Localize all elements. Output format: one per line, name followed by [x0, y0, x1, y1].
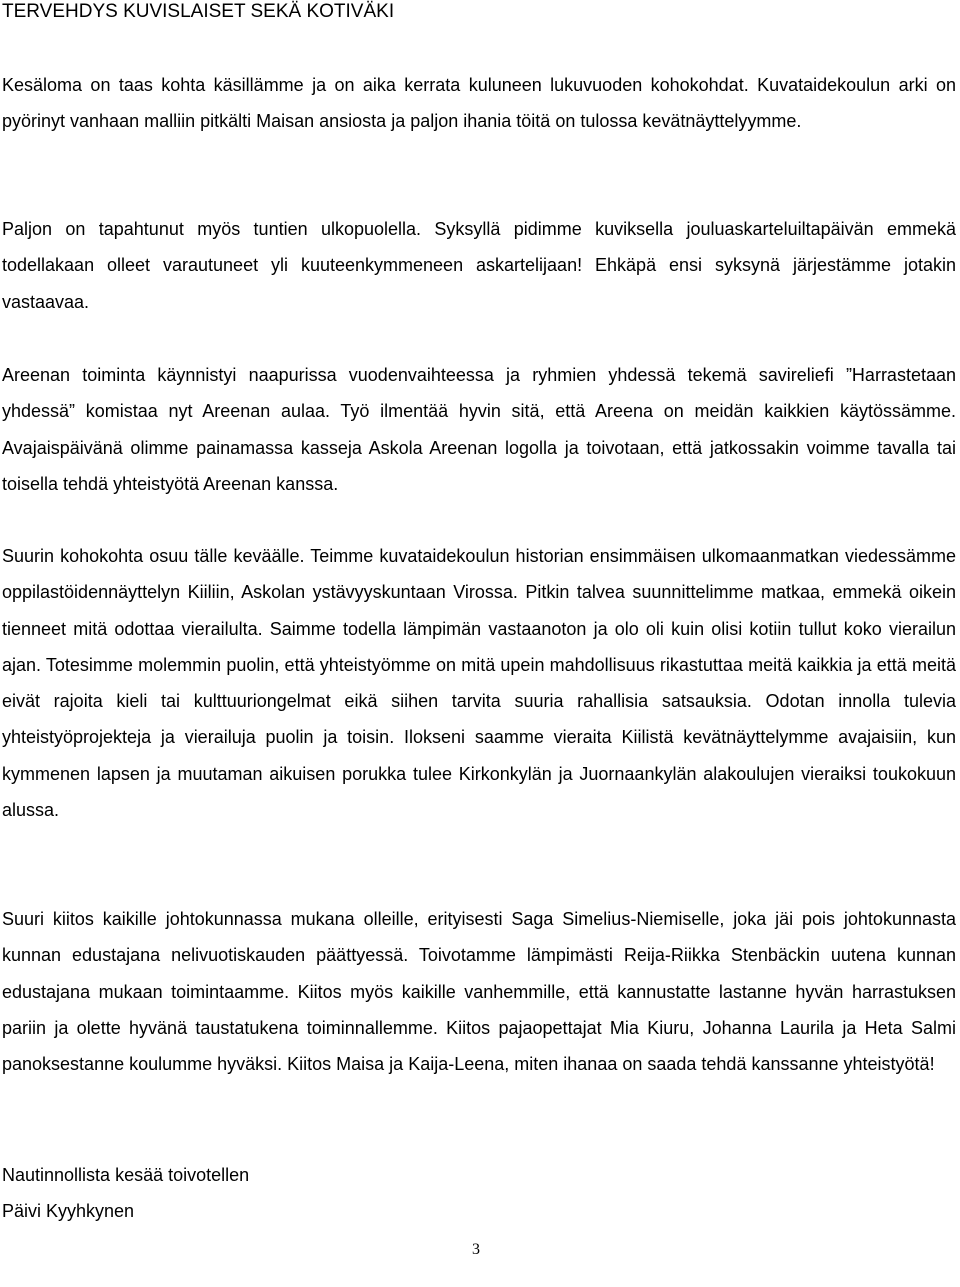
- paragraph-thanks: Suuri kiitos kaikille johtokunnassa mukana olleille, erityisesti Saga Simelius-Niemiselle, joka jäi pois johtokunnasta kunnan edustajana nelivuotiskauden päättyessä. Toivotamme lämpimästi Reija-Riikka Stenbäckin uutena kunnan edustajana mukaan toimintaamme. Kiitos myös kaikille vanhemmille, että kannustatte lastanne hyvän harrastuksen pariin ja olette hyvänä taustatukena toiminnallemme. Kiitos pajaopettajat Mia Kiuru, Johanna Laurila ja Heta Salmi panoksestanne koulumme hyväksi. Kiitos Maisa ja Kaija-Leena, miten ihanaa on saada tehdä kanssanne yhteistyötä!: [2, 909, 956, 1075]
- paragraph-trip: Suurin kohokohta osuu tälle keväälle. Teimme kuvataidekoulun historian ensimmäisen ulkomaanmatkan viedessämme oppilastöidennäyttelyn Kiiliin, Askolan ystävyyskuntaan Virossa. Pitkin talvea suunnittelimme matkaa, emmekä oikein tienneet mitä odottaa vierailulta. Saimme todella lämpimän vastaanoton ja olo oli kuin olisi kotiin tullut koko vierailun ajan. Totesimme molemmin puolin, että yhteistyömme on mitä upein mahdollisuus rikastuttaa meitä kaikkia ja että meitä eivät rajoita kieli tai kulttuuriongelmat eikä siihen tarvita suuria rahallisia satsauksia. Odotan innolla tulevia yhteistyöprojekteja ja vierailuja puolin ja toisin. Ilokseni saamme vieraita Kiilistä kevätnäyttelymme avajaisiin, kun kymmenen lapsen ja muutaman aikuisen porukka tulee Kirkonkylän ja Juornaankylän alakoulujen vieraiksi toukokuun alussa.: [2, 546, 956, 821]
- paragraph-areena: Areenan toiminta käynnistyi naapurissa vuodenvaihteessa ja ryhmien yhdessä tekemä savireliefi ”Harrastetaan yhdessä” komistaa nyt Areenan aulaa. Työ ilmentää hyvin sitä, että Areena on meidän kaikkien käytössämme. Avajaispäivänä olimme painamassa kasseja Askola Areenan logolla ja toivotaan, että jatkossakin voimme tavalla tai toisella tehdä yhteistyötä Areenan kanssa.: [2, 365, 956, 494]
- paragraph-events: Paljon on tapahtunut myös tuntien ulkopuolella. Syksyllä pidimme kuviksella jouluaskarteluiltapäivän emmekä todellakaan olleet varautuneet yli kuuteenkymmeneen askartelijaan! Ehkäpä ensi syksynä järjestämme jotakin vastaavaa.: [2, 219, 956, 312]
- paragraph-intro: Kesäloma on taas kohta käsillämme ja on aika kerrata kuluneen lukuvuoden kohokohdat. Kuvataidekoulun arki on pyörinyt vanhaan malliin pitkälti Maisan ansiosta ja paljon ihania töitä on tulossa kevätnäyttelyymme.: [2, 75, 956, 132]
- document-title: TERVEHDYS KUVISLAISET SEKÄ KOTIVÄKI: [2, 1, 395, 22]
- closing-text: Nautinnollista kesää toivotellen: [2, 1165, 250, 1185]
- page-number: 3: [472, 1241, 480, 1258]
- signature: Päivi Kyyhkynen: [2, 1201, 135, 1221]
